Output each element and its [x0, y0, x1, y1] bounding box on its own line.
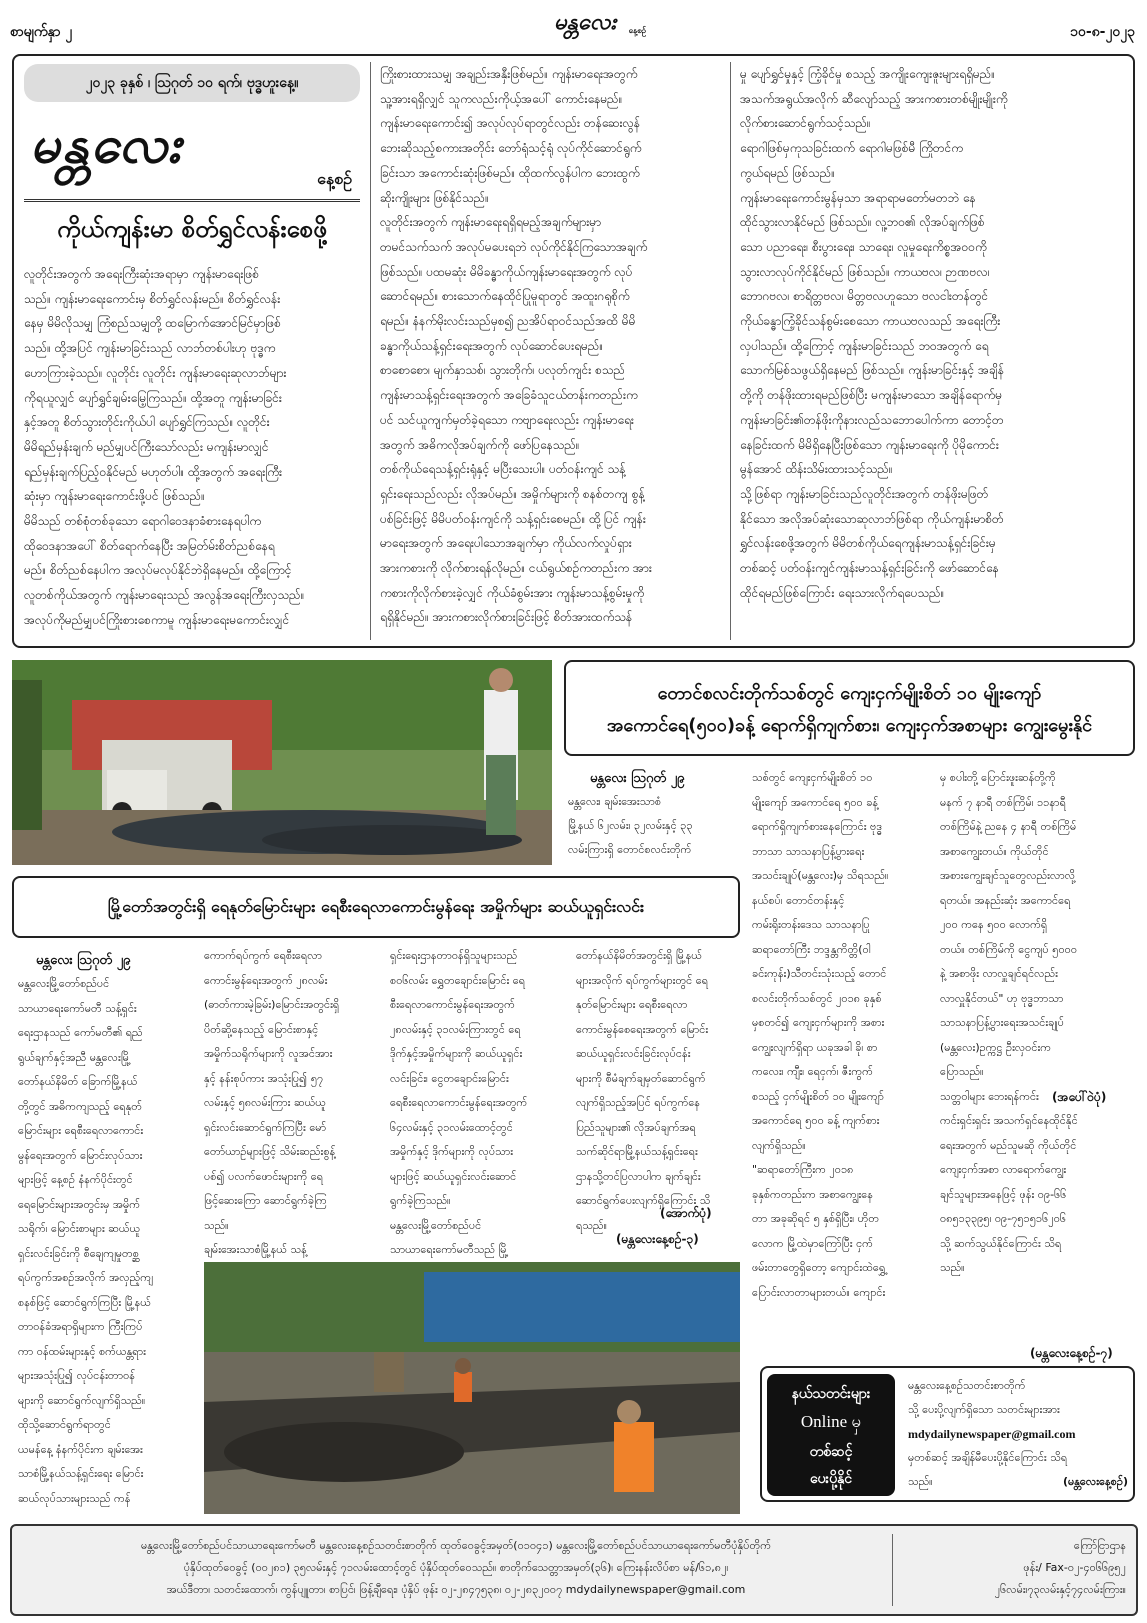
online-notice-footer [908, 1470, 1128, 1494]
drain-story-line: များကို စီမံချက်ချမှတ်ဆောင်ရွက် [576, 1071, 706, 1085]
editorial-line: ခြင်းသာ အကောင်းဆုံးဖြစ်မည်။ ထိုထက်လွန်ပါက ဘေးထွက် [380, 165, 640, 180]
bird-story-line: စသည့် ငှက်မျိုးစိတ် ၁၀ မျိုးကျော် [752, 1089, 884, 1103]
drain-story-line: အမှိုက်နှင့် ဒိုက်များကို လုပ်သား [390, 1145, 514, 1158]
bird-story-line: အသင်းချုပ်(မန္တလေး)မှ သိရသည်။ [752, 869, 889, 882]
editorial-line: ခန္ဓာကိုယ်သန့်ရှင်းရေးအတွက် လုပ်ဆောင်ပေးရမည်။ [380, 338, 604, 353]
editorial-line: ဟောကြားခဲ့သည်။ လူတိုင်း လူတိုင်း ကျန်းမာရေးဆုလာဘ်များ [24, 365, 287, 380]
online-notice-line2: သို့ ပေးပို့လျက်ရှိသော သတင်းများအား [908, 1403, 1060, 1416]
online-notice-credit: (မန္တလေးနေ့စဉ်) [1062, 1475, 1128, 1488]
bird-story-line: ချင်သူများအနေဖြင့် ဖုန်း ၀၉-၆၆ [940, 1187, 1067, 1201]
editorial-line: မှု ပျော်ရွှင်မှုနှင့် ကြံ့ခိုင်မှု စသည့် အကျိုးကျေးဇူးများရရှိမည်။ [740, 67, 995, 81]
drain-story-credit: (မန္တလေးနေ့စဉ်-၃) [616, 1232, 699, 1246]
bird-story-credit: (မန္တလေးနေ့စဉ်-၇) [1030, 1346, 1113, 1360]
drain-story-line: မန္တလေးမြို့တော်စည်ပင် [390, 1218, 482, 1232]
drain-story-line: အမှိုက်သရိုက်များကို လူအင်အား [204, 1047, 333, 1060]
bird-story-line: ပြောသည်။ [940, 1065, 984, 1078]
drain-dateline: မန္တလေး ဩဂုတ် ၂၉ [36, 953, 131, 968]
editorial-line: ဆောင်ရမည်။ စားသောက်နေထိုင်ပြုမူရာတွင် အထူးဂရုစိုက် [380, 289, 630, 304]
imprint-line-2: ပုံနှိပ်ထုတ်ဝေခွင့် (၀၀၂၈၁) ၃၅လမ်းနှင့် ၇၁လမ်းထောင့်တွင် ပုံနှိပ်ထုတ်ဝေသည်။ စာတိုက်သေတ္တာအမှတ်(၃၆)၊ ကြေးနန်းလိပ်စာ မန်/၆၁,၈၂၊ [183, 1561, 729, 1574]
bird-story-line: တစ်ကြိမ်နဲ့ ညနေ ၄ နာရီ တစ်ကြိမ် [940, 820, 1077, 833]
editorial-line: လှပါသည်။ ထို့ကြောင့် ကျန်းမာခြင်းသည် ဘဝအတွက် ရေ [740, 338, 989, 353]
online-badge-line2: Online မှ [800, 1412, 862, 1431]
drain-story-line: ဆယ်လုပ်သားများသည် ကန် [18, 1491, 131, 1505]
editorial-line: လူတိုင်းအတွက် အရေးကြီးဆုံးအရာမှာ ကျန်းမာရေးဖြစ် [24, 267, 260, 281]
editorial-column-2 [380, 62, 720, 642]
drain-story-line: လင်းခြင်း၊ ငွေတချောင်းမြောင်း [390, 1071, 509, 1085]
bird-story-line: ဆရာတော်ကြီး ဘဒ္ဒန္တကိတ္တိ(ဝါ [752, 942, 871, 956]
logo-divider [24, 199, 360, 202]
editorial-line: ရောဂါဖြစ်မှကုသခြင်းထက် ရောဂါမဖြစ်မီ ကြိုတင်က [740, 141, 963, 156]
bird-story-line: မန္တလေး၊ ချမ်းအေးသာစံ [568, 795, 662, 808]
editorial-line: ရမည်။ နံနက်မိုးလင်းသည်မှစ၍ ညအိပ်ရာဝင်သည်အထိ မိမိ [380, 314, 636, 329]
editorial-date: ၂၀၂၃ ခုနှစ် ၊ ဩဂုတ် ၁၀ ရက်၊ ဗုဒ္ဓဟူးနေ့။ [24, 64, 360, 102]
drain-story-line: နုတ်မြောင်းများ ရေစီးရေလာ [576, 998, 688, 1011]
editorial-line: ထိုင်ရမည်ဖြစ်ကြောင်း ရေးသားလိုက်ရပေသည်။ [740, 585, 945, 600]
imprint-line-3: အယ်ဒီတာ၊ သတင်းထောက်၊ ကွန်ပျူတာ၊ စာပြင်၊ ဖြန့်ချီရေး၊ ပုံနှိပ် ဖုန်း ၀၂-၂၈၄၇၅၃၈၊ ၀၂-၂၈၃၂၀၀၇ mdydailynewspaper@gmail.com [166, 1583, 746, 1596]
editorial-line: တို့ကို တန်ဖိုးထားရမည်ဖြစ်ပြီး မကျန်းမာသော အချိန်ရောက်မှ [740, 388, 1003, 403]
drain-story-line: ရပ်ကွက်အစဉ်အလိုက် အလှည့်ကျ [18, 1271, 153, 1284]
bird-story-line: တယ်။ တစ်ကြိမ်ကို ငွေကျပ် ၅၀၀၀ [940, 942, 1078, 956]
editorial-logo [24, 112, 360, 194]
bird-story-line: အစားကျွေးချင်သူတွေလည်းလာလို့ [940, 869, 1076, 882]
online-notice-line1: မန္တလေးနေ့စဉ်သတင်းစာတိုက် [908, 1379, 1026, 1392]
editorial-line: နေခြင်းထက် မိမိရှိနေပြီးဖြစ်သော ကျန်းမာရေးကို ပိုမိုကောင်း [740, 437, 999, 452]
editorial-logo-subtitle: နေ့စဉ် [317, 169, 352, 188]
editorial-line: သည်။ ထို့အပြင် ကျန်းမာခြင်းသည် လာဘ်တစ်ပါးဟု ဗုဒ္ဓက [24, 341, 276, 356]
drain-story-line: များကို ဆောင်ရွက်လျက်ရှိသည်။ [18, 1393, 146, 1407]
drain-story-line: (ဓာတ်ကားမဲ့ခြမ်း)မြောင်းအတွင်းရှိ [204, 998, 340, 1011]
drain-story-line: သာစံမြို့နယ်သန့်ရှင်းရေး မြောင်း [18, 1467, 144, 1480]
drain-story-line: ရွက်ခဲ့ကြသည်။ [390, 1194, 451, 1207]
drain-story-line: ရေစီးရေလာကောင်းမွန်ရေးအတွက် [390, 1096, 528, 1109]
editorial-line: စာစောစော၊ မျက်နှာသစ်၊ သွားတိုက်၊ ပလုတ်ကျင်း စသည် [380, 363, 626, 378]
drain-cleaning-photo-image [204, 1262, 740, 1514]
bird-story-line: နယ်စပ်၊ တောင်တန်းနှင့် [752, 893, 845, 907]
editorial-line: နိုင်သော အလိုအပ်ဆုံးသောဆုလာဘ်ဖြစ်ရာ ကိုယ်ကျန်းမာစိတ် [740, 511, 1004, 526]
editorial-line: အသက်အရွယ်အလိုက် ဆီလျော်သည့် အားကစားတစ်မျိုးမျိုးကို [740, 91, 1008, 106]
bird-story-line: ဖမ်းတာတွေရှိတော့ ကျောင်းထဲရွှေ့ [752, 1261, 886, 1274]
bird-story-line: သို့ ဆက်သွယ်နိုင်ကြောင်း သိရ [940, 1236, 1062, 1250]
editorial-line: နှင့်အတူ စိတ်သွားတိုင်းကိုယ်ပါ ပျော်ရွှင်ကြသည်။ လူတိုင်း [24, 415, 270, 430]
bird-headline-line2: အကောင်ရေ(၅၀၀)ခန့် ရောက်ရှိကျက်စား၊ ကျေးငှက်အစာများ ကျွေးမွေးနိုင် [606, 715, 1093, 736]
bird-story-headline [564, 660, 1135, 756]
online-badge-line4: ပေးပို့နိုင် [809, 1471, 853, 1487]
drain-photo-caption: (အောက်ပုံ) [660, 1206, 712, 1220]
drain-story-line: များအလိုက် ရပ်ကွက်များတွင် ရေ [576, 973, 709, 987]
editorial-line: တမင်သက်သက် အလုပ်မပေးရဘဲ လုပ်ကိုင်နိုင်ကြသောအချက် [380, 239, 648, 254]
editorial-line: ရည်မှန်းချက်ပြည့်ဝနိုင်မည် မဟုတ်ပါ။ ထို့အတွက် အရေးကြီး [24, 464, 283, 479]
editorial-line: ရွှင်လန်းစေဖို့အတွက် မိမိတစ်ကိုယ်ရေကျန်းမာသန့်ရှင်းခြင်းမှ [740, 536, 996, 551]
bird-story-line: ကလေး၊ ကျီး၊ ရေငှက်၊ ဇီးကွက် [752, 1065, 873, 1078]
drain-story-headline [12, 876, 740, 938]
ad-dept-title: ကြော်ငြာဌာန [1073, 1539, 1126, 1552]
drain-story-line: သာယာရေးကော်မတီသည် မြို့ [390, 1243, 509, 1256]
editorial-line: ပင် သင်ယူကျက်မှတ်ခဲ့ရသော ကဗျာရေးလည်း ကျန်းမာရေး [380, 412, 634, 427]
issue-date: ၁၀-၈-၂၀၂၃ [1070, 24, 1135, 40]
drain-story-line: ရှင်းရေးဌာနတာဝန်ရှိသူများသည် [390, 949, 518, 962]
editorial-line: နေမှ မိမိလိုသမျှ ကြံစည်သမျှတို့ ထမြောက်အောင်မြင်မှာဖြစ် [24, 316, 281, 331]
bird-story-line: ကျွေးလျက်ရှိရာ ယခုအခါ ခို၊ စာ [752, 1040, 878, 1054]
editorial-line: ကျန်းမာခြင်း၏တန်ဖိုးကိုနားလည်သဘောပေါက်ကာ တောင့်တ [740, 412, 1004, 427]
online-notice-text [908, 1374, 1128, 1494]
bird-story-line: ခင်းကုန်း)သီတင်းသုံးသည့် တောင် [752, 967, 887, 980]
bird-headline-line1: တောင်စလင်းတိုက်သစ်တွင် ကျေးငှက်မျိုးစိတ် ၁၀ မျိုးကျော် [657, 683, 1042, 704]
drain-story-line: မြောင်းများ ရေစီးရေလာကောင်း [18, 1124, 144, 1137]
editorial-line: မိမိရည်မှန်းချက် မည်မျှပင်ကြီးသော်လည်း မကျန်းမာလျှင် [24, 439, 269, 454]
drain-story-line: တော်ယာဉ်များဖြင့် သိမ်းဆည်းစွန့် [204, 1145, 336, 1158]
editorial-line: လိုက်စားဆောင်ရွက်သင့်သည်။ [740, 116, 871, 131]
bird-story-line: အစာကျွေးတယ်။ ကိုယ်တိုင် [940, 844, 1049, 858]
editorial-column-3 [740, 62, 1124, 642]
editorial-line: အလုပ်ကိုမည်မျှပင်ကြိုးစားစေကာမူ ကျန်းမာရေးမကောင်းလျှင် [24, 612, 290, 627]
online-notice-email[interactable]: mdydailynewspaper@gmail.com [908, 1427, 1076, 1441]
editorial-line: ဘောဂဗလ၊ စာရိတ္တဗလ၊ မိတ္တဗလဟူသော ဗလငါးတန်တွင် [740, 289, 989, 304]
bird-story-column-2 [752, 766, 928, 1316]
editorial-line: မည်။ စိတ်ညစ်နေပါက အလုပ်မလုပ်နိုင်ဘဲရှိနေမည်။ ထို့ကြောင့် [24, 563, 292, 578]
bird-story-line: ခုနှစ်ကတည်းက အစာကျွေးနေ [752, 1187, 873, 1201]
editorial-line: သို့ဖြစ်ရာ ကျန်းမာခြင်းသည်လူတိုင်းအတွက် တန်ဖိုးမဖြတ် [740, 486, 989, 501]
drain-story-line: ဌာနသို့တင်ပြလာပါက ချက်ချင်း [576, 1169, 701, 1183]
bird-story-line: ၀၈၅၁၃၃၉၅၊ ၀၉-၇၅၁၅၁၆၂၀၆ [940, 1212, 1067, 1225]
editorial-line: ကျန်းမာရေးကောင်း၍ အလုပ်လုပ်ရာတွင်လည်း တန်ဆေးလွန် [380, 116, 640, 131]
drain-story-line: ၂၈လမ်းနှင့် ၃၁လမ်းကြားတွင် ရေ [390, 1022, 521, 1036]
online-badge-line1: နယ်သတင်းများ [791, 1386, 871, 1402]
editorial-logo-title: မန္တလေး [30, 114, 183, 175]
editorial-line: ကိုယ်ခန္ဓာကြံ့ခိုင်သန်စွမ်းစေသော ကာယဗလသည် အရေးကြီး [740, 314, 1001, 329]
drain-story-line: လျက်ရှိသည့်အပြင် ရပ်ကွက်နေ [576, 1096, 701, 1109]
editorial-line: သည်။ ကျန်းမာရေးကောင်းမှ စိတ်ရွှင်လန်းမည်။ စိတ်ရွှင်လန်း [24, 291, 281, 306]
bird-story-line: ၂၀၀ ကနေ ၅၀၀ လောက်ရှိ [940, 918, 1048, 931]
online-badge-line3: တစ်ဆင့် [809, 1444, 853, 1460]
editorial-line: ရရှိနိုင်မည်။ အားကစားလိုက်စားခြင်းဖြင့် စိတ်အားထက်သန် [380, 610, 633, 625]
editorial-line: သွားလာလုပ်ကိုင်နိုင်မည် ဖြစ်သည်။ ကာယဗလ၊ ဉာဏဗလ၊ [740, 264, 990, 279]
ad-dept-address: ၂၆လမ်း၊၇၃လမ်းနှင့်၇၄လမ်းကြား။ [994, 1583, 1126, 1596]
editorial-line: ဆုံးမှာ ကျန်းမာရေးကောင်းဖို့ပင် ဖြစ်သည်။ [24, 489, 205, 504]
editorial-line: တစ်ဆင့် ပတ်ဝန်းကျင်ကျန်းမာသန့်ရှင်းခြင်းကို ဖော်ဆောင်နေ [740, 561, 999, 576]
drain-story-line: များဖြင့် ဆယ်ယူရှင်းလင်းဆောင် [390, 1169, 517, 1183]
editorial-line: ဖြစ်သည်။ ပထမဆုံး မိမိခန္ဓာကိုယ်ကျန်းမာရေးအတွက် လုပ် [380, 264, 633, 279]
editorial-line: သူ့အားရရှိလျှင် သူကလည်းကိုယ့်အပေါ် ကောင်းနေမည်။ [380, 91, 623, 106]
editorial-line: သောက်မြစ်သဖွယ်ရှိနေမည် ဖြစ်သည်။ ကျန်းမာခြင်းနှင့် အချိန် [740, 363, 1004, 378]
drain-story-line: ရေးဌာနသည် ကော်မတီ၏ ရည် [18, 1026, 143, 1039]
drain-story-line: ကောင်းမွန်စေရေးအတွက် မြောင်း [576, 1022, 709, 1036]
masthead-subtitle: နေ့စဉ် [628, 25, 646, 35]
bird-story-line: ရောက်ရှိကျက်စားနေကြောင်း ဗုဒ္ဓ [752, 820, 883, 833]
online-notice-line3: မှတစ်ဆင့် အချိန်မီပေးပို့နိုင်ကြောင်း သိရ [908, 1451, 1068, 1464]
drain-story-line: ၆၄လမ်းနှင့် ၃၁လမ်းထောင့်တွင် [390, 1120, 513, 1134]
drain-story-line: ဆောင်ရွက်ပေးလျက်ရှိကြောင်း သိ [576, 1194, 711, 1207]
bird-story-line: ရတယ်။ အနည်းဆုံး အကောင်ရေ [940, 893, 1071, 907]
drain-story-line: လမ်းနှင့် ၅၈လမ်းကြား ဆယ်ယူ [204, 1096, 326, 1109]
masthead-title: မန္တလေး [553, 9, 617, 35]
bird-story-line: ရေးအတွက် မည်သူမဆို ကိုယ်တိုင် [940, 1138, 1077, 1152]
bird-story-line: လျက်ရှိသည်။ [752, 1138, 806, 1152]
bird-story-line: သာသနာပြန့်ပွားရေးအသင်းချုပ် [940, 1016, 1064, 1029]
bird-photo-caption: (အပေါ်ဝဲပုံ) [1052, 1090, 1107, 1104]
editorial-line: မာရေးအတွက် အရေးပါသောအချက်မှာ ကိုယ်လက်လှုပ်ရှား [380, 536, 632, 551]
drain-story-line: သရိုက်၊ မြောင်းစာများ ဆယ်ယူ [18, 1222, 141, 1235]
drain-story-line: ရှင်းလင်းဆောင်ရွက်ကြပြီး မော် [204, 1120, 327, 1134]
editorial-line: သော ပညာရေး၊ စီးပွားရေး၊ သာရေး၊ လူမှုရေးကိစ္စအဝဝကို [740, 239, 987, 254]
bird-dateline: မန္တလေး ဩဂုတ် ၂၉ [590, 771, 685, 786]
drain-story-line: ပိတ်ဆို့နေသည့် မြောင်းစာနှင့် [204, 1022, 319, 1036]
drain-story-line: ရသည်။ [576, 1218, 607, 1232]
drain-story-line: စီးရေလာကောင်းမွန်ရေးအတွက် [390, 998, 515, 1011]
drain-story-line: တို့တွင် အဓိကကျသည့် ရေနုတ် [18, 1099, 143, 1113]
bird-story-column-3 [940, 766, 1130, 1286]
drain-story-column-4 [576, 944, 736, 1244]
editorial-line: မိမိသည် တစ်စုံတစ်ခုသော ရောဂါဝေဒနာခံစားနေရပါက [24, 514, 262, 529]
drain-story-column-3 [390, 944, 568, 1256]
page-number: စာမျက်နှာ ၂ [10, 24, 73, 40]
bird-story-line: သစ်တွင် ကျေးငှက်မျိုးစိတ် ၁၀ [752, 771, 873, 784]
editorial-line: ဘေးဆိုသည့်စကားအတိုင်း တော်ရုံသင့်ရုံ လုပ်ကိုင်ဆောင်ရွက် [380, 141, 642, 156]
bird-story-line: မျိုးကျော် အကောင်ရေ ၅၀၀ ခန့် [752, 795, 879, 809]
drain-story-line: တော်နယ်နိမိတ်အတွင်းရှိ မြို့နယ် [576, 949, 702, 962]
drain-cleaning-photo [204, 1262, 740, 1514]
editorial-line: ပစ်ခြင်းဖြင့် မိမိပတ်ဝန်းကျင်ကို သန့်ရှင်းစေမည်။ ထို့ပြင် ကျန်း [380, 511, 646, 526]
bird-story-line: လောက မြို့ထဲမှာကြော်ပြီး ငှက် [752, 1236, 873, 1250]
bird-feeding-photo-image [12, 660, 552, 865]
page-header [10, 8, 1135, 46]
drain-story-line: ရေမြောင်းများအတွင်းမှ အမှိုက် [18, 1197, 140, 1211]
editorial-line: လူတိုင်းအတွက် ကျန်းမာရေးရရှိရမည့်အချက်များမှာ [380, 215, 602, 230]
editorial-line: ထိုင်သွားလာနိုင်မည် ဖြစ်သည်။ လူ့ဘဝ၏ လိုအပ်ချက်ဖြစ် [740, 215, 985, 230]
editorial-line: ဆိုးကျိုးများ ဖြစ်နိုင်သည်။ [380, 190, 489, 205]
drain-story-line: ကောင်းမွန်ရေးအတွက် ၂၈လမ်း [204, 973, 328, 987]
drain-story-line: သာယာရေးကော်မတီ သန့်ရှင်း [18, 1001, 137, 1015]
bird-story-line: ဘာသာ သာသနာပြန့်ပွားရေး [752, 844, 865, 858]
drain-story-column-1 [18, 972, 196, 1522]
column-divider [370, 62, 371, 640]
bird-story-line: လာလှူနိုင်တယ်" ဟု ဗုဒ္ဓဘာသာ [940, 991, 1064, 1005]
bird-story-line: မှစတင်၍ ကျေးငှက်များကို အစား [752, 1016, 885, 1029]
ad-dept-phone: ဖုန်း/ Fax-၀၂-၄၀၆၆၉၅၂ [1023, 1561, 1126, 1574]
editorial-headline: ကိုယ်ကျန်းမာ စိတ်ရွှင်လန်းစေဖို့ [57, 215, 327, 243]
editorial-line: ကိုရယူလျှင် ပျော်ရွှင်ချမ်းမြေ့ကြသည်။ ထို့အတူ ကျန်းမာခြင်း [24, 390, 282, 405]
bird-feeding-photo [12, 660, 552, 865]
drain-story-line: ရွယ်ချက်နှင့်အညီ မန္တလေးမြို့ [18, 1050, 131, 1064]
bird-story-line: မှ စပါးတို့ ပြောင်းဖူးဆန်တို့ကို [940, 771, 1056, 784]
drain-story-line: တာဝန်ခံအရာရှိများက ကြီးကြပ် [18, 1320, 143, 1333]
footer-divider [892, 1534, 893, 1606]
bird-story-line: ကျေးငှက်အစာ လာရောက်ကျွေး [940, 1163, 1067, 1176]
editorial-line: အတွက် အဓိကလိုအပ်ချက်ကို ဖော်ပြနေသည်။ [380, 437, 580, 452]
imprint-line-1: မန္တလေးမြို့တော်စည်ပင်သာယာရေးကော်မတီ မန္တလေးနေ့စဉ်သတင်းစာတိုက် ထုတ်ဝေခွင့်အမှတ်(၀၁၀၄၁) မန္တလေးမြို့တော်စည်ပင်သာယာရေးကော်မတီပုံနှိပ်တိုက် [141, 1539, 771, 1552]
editorial-line: လူတစ်ကိုယ်အတွက် ကျန်းမာရေးသည် အလွန်အရေးကြီးလှသည်။ [24, 588, 305, 603]
bird-story-line: လမ်းကြားရှိ တောင်စလင်းတိုက် [568, 843, 692, 856]
editorial-line: ကစားကိုလိုက်စားခဲ့လျှင် ကိုယ်ခံစွမ်းအား ကျန်းမာသန့်စွမ်းမှုကို [380, 585, 645, 600]
drain-story-line: ကောက်ရပ်ကွက် ရေစီးရေလာ [204, 949, 323, 962]
drain-story-line: ယမန်နေ့ နံနက်ပိုင်းက ချမ်းအေး [18, 1442, 143, 1456]
masthead-logo [510, 8, 660, 46]
drain-headline-text: မြို့တော်အတွင်းရှိ ရေနုတ်မြောင်းများ ရေစီးရေလာကောင်းမွန်ရေး အမှိုက်များ ဆယ်ယူရှင်းလင်း [107, 897, 645, 916]
editorial-line: အားကစားကို လိုက်စားရန်လိုမည်။ ငယ်ရွယ်စဉ်ကတည်းက အား [380, 561, 652, 576]
drain-story-line: ဖြင့်ဆေးကြော ဆောင်ရွက်ခဲ့ကြ [204, 1194, 327, 1207]
drain-story-line: စနစ်ဖြင့် ဆောင်ရွက်ကြပြီး မြို့နယ် [18, 1295, 151, 1309]
bird-story-column-1 [568, 790, 738, 870]
drain-story-line: များဖြင့် နေ့စဉ် နံနက်ပိုင်းတွင် [18, 1173, 133, 1186]
drain-story-column-2 [204, 944, 382, 1256]
editorial-line: တစ်ကိုယ်ရေသန့်ရှင်းရုံနှင့် မပြီးသေးပါ။ ပတ်ဝန်းကျင် သန့် [380, 462, 626, 477]
drain-story-line: ပြည်သူများ၏ လိုအပ်ချက်အရ [576, 1120, 696, 1134]
editorial-line: ရှင်းရေးသည်လည်း လိုအပ်မည်။ အမှိုက်များကို စနစ်တကျ စွန့် [380, 486, 645, 501]
drain-story-line: စဝ၆လမ်း ရွှေတချောင်းမြောင်း ရေ [390, 973, 526, 987]
drain-story-line: ပစ်၍ ပလက်ဖောင်းများကို ရေ [204, 1169, 324, 1183]
drain-story-line: သက်ဆိုင်ရာမြို့နယ်သန့်ရှင်းရေး [576, 1145, 698, 1158]
imprint-footer [10, 1524, 1138, 1616]
editorial-line: မွန်အောင် ထိန်းသိမ်းထားသင့်သည်။ [740, 462, 893, 477]
editorial-line: ကွယ်ရမည် ဖြစ်သည်။ [740, 165, 836, 180]
editorial-line: ထိုဝေဒနာအပေါ် စိတ်ရောက်နေပြီး အမြတ်မ်းစိတ်ညစ်နေရ [24, 538, 275, 553]
drain-story-line: ချမ်းအေးသာစံမြို့နယ် သန့် [204, 1243, 307, 1256]
bird-story-line: သတ္တဝါများ ဘေးရန်ကင်း [940, 1089, 1039, 1103]
drain-story-line: ဆယ်ယူရှင်းလင်းခြင်းလုပ်ငန်း [576, 1047, 691, 1060]
bird-story-line: နဲ့ အစာဖိုး လာလှူချင်ရင်လည်း [940, 967, 1058, 980]
drain-story-line: မွန်ရေးအတွက် မြောင်းလုပ်သား [18, 1148, 143, 1162]
drain-story-line: များအသုံးပြု၍ လုပ်ငန်းတာဝန် [18, 1369, 135, 1382]
bird-story-line: စလင်းတိုက်သစ်တွင် ၂၀၁၈ ခုနှစ် [752, 991, 882, 1005]
drain-story-line: တော်နယ်နိမိတ် ခြောက်မြို့နယ် [18, 1075, 138, 1088]
bird-story-line: မြို့နယ် ၆၂လမ်း၊ ၃၂လမ်းနှင့် ၃၃ [568, 819, 693, 832]
bird-story-line: ကမ်းရိုးတန်းဒေသ သာသနာပြု [752, 918, 870, 931]
online-notice-line4: သည်။ [908, 1475, 933, 1488]
drain-story-line: မန္တလေးမြို့တော်စည်ပင် [18, 977, 110, 990]
bird-story-line: ပြောင်းလာတာများတယ်။ ကျောင်း [752, 1285, 886, 1299]
drain-story-line: နှင့် နန်းစုပ်ကား အသုံးပြု၍ ၅၇ [204, 1071, 324, 1085]
bird-story-line: "ဆရာတော်ကြီးက ၂၀၁၈ [752, 1163, 854, 1176]
drain-story-line: သည်။ [204, 1218, 229, 1232]
bird-story-line: မနက် ၇ နာရီ တစ်ကြိမ်၊ ၁၁နာရီ [940, 795, 1066, 809]
drain-story-line: ထိုသို့ဆောင်ရွက်ရာတွင် [18, 1418, 111, 1431]
editorial-line: ကျန်းမာရေးကောင်းမွန်မှသာ အရာရာမတော်မတဘဲ နေ [740, 190, 976, 205]
editorial-line: ကျန်းမာသန့်ရှင်းရေးအတွက် အခြေခံသူငယ်တန်းကတည်းက [380, 388, 638, 403]
bird-story-line: တာ အခုဆိုရင် ၅ နှစ်ရှိပြီး၊ ဟိုတ [752, 1212, 880, 1225]
column-divider [730, 62, 731, 640]
editorial-column-1 [24, 262, 360, 642]
bird-story-line: သည်။ [940, 1261, 965, 1274]
editorial-line: ကြိုးစားထားသမျှ အချည်းအနှီးဖြစ်မည်။ ကျန်းမာရေးအတွက် [380, 67, 638, 81]
bird-story-line: ကင်းရှင်းရှင်း အသက်ရှင်နေထိုင်နိုင် [940, 1114, 1078, 1127]
drain-story-line: ဒိုက်နှင့်အမှိုက်များကို ဆယ်ယူရှင်း [390, 1047, 523, 1060]
drain-story-line: ရှင်းလင်းခြင်းကို စီချေကျမှုတစ္ဆ [18, 1246, 139, 1260]
bird-story-line: အကောင်ရေ ၅၀၀ ခန့် ကျက်စား [752, 1114, 880, 1127]
drain-story-line: ကာ ဝန်ထမ်းများနှင့် စက်ယန္တရား [18, 1344, 146, 1358]
bird-story-line: (မန္တလေး)ဥက္ကဋ္ဌ ဦးလှဝင်းက [940, 1040, 1052, 1054]
